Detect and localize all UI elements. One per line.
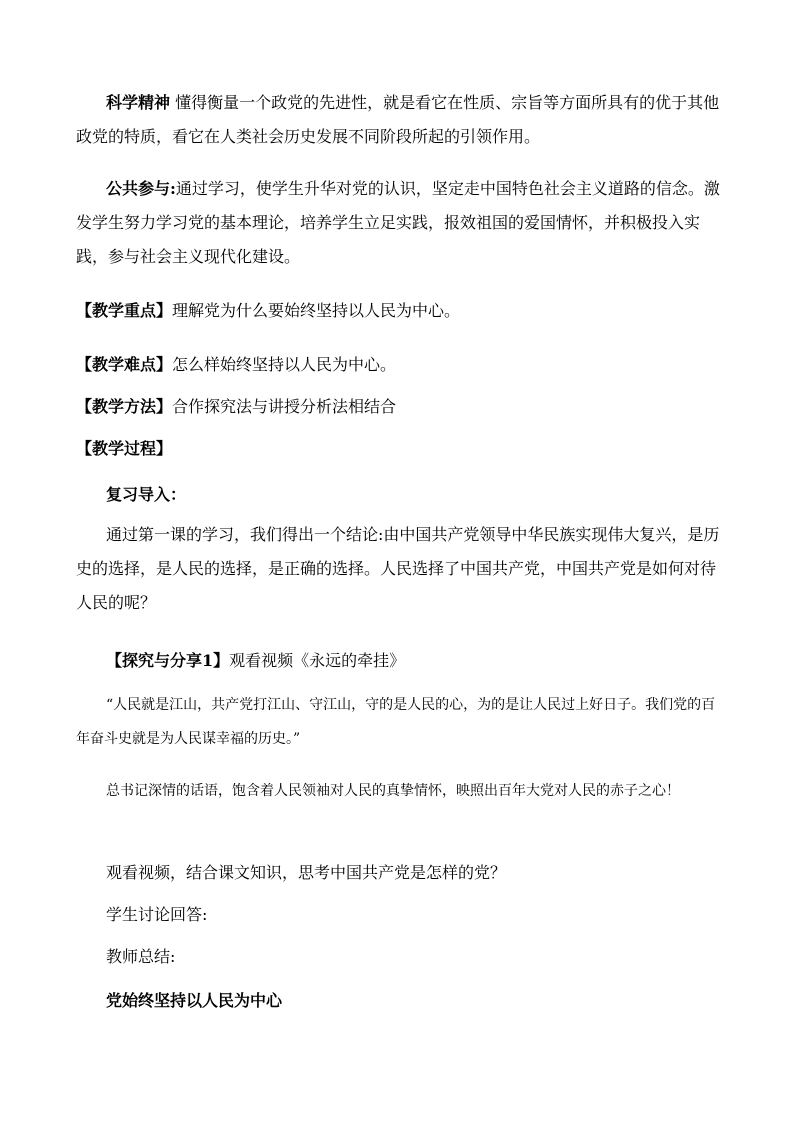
key-point-text: 理解党为什么要始终坚持以人民为中心。 (172, 301, 461, 320)
comment-paragraph: 总书记深情的话语，饱含着人民领袖对人民的真挚情怀，映照出百年大党对人民的赤子之心！ (106, 783, 680, 799)
quote-paragraph: “人民就是江山，共产党打江山、守江山，守的是人民的心，为的是让人民过上好日子。我们党的百年奋斗史就是为人民谋幸福的历史。” (76, 697, 716, 747)
science-spirit-text: 懂得衡量一个政党的先进性，就是看它在性质、宗旨等方面所具有的优于其他政党的特质，看它在人类社会历史发展不同阶段所起的引领作用。 (76, 93, 720, 146)
question-paragraph: 观看视频，结合课文知识，思考中国共产党是怎样的党？ (106, 863, 507, 882)
difficulty-text: 怎么样始终坚持以人民为中心。 (172, 355, 397, 374)
method-label: 【教学方法】 (76, 397, 173, 416)
key-point-label: 【教学重点】 (76, 301, 173, 320)
review-paragraph: 通过第一课的学习，我们得出一个结论:由中国共产党领导中华民族实现伟大复兴，是历史的选择，是人民的选择，是正确的选择。人民选择了中国共产党，中国共产党是如何对待人民的呢？ (76, 525, 720, 612)
method-text: 合作探究法与讲授分析法相结合 (172, 397, 397, 416)
science-spirit-paragraph (76, 86, 726, 154)
method-paragraph (76, 390, 726, 424)
explore-paragraph (76, 644, 726, 678)
public-participation-text: 通过学习，使学生升华对党的认识，坚定走中国特色社会主义道路的信念。激发学生努力学习党的基本理论，培养学生立足实践，报效祖国的爱国情怀，并积极投入实践，参与社会主义现代化建设。 (76, 179, 720, 266)
discussion-paragraph: 学生讨论回答: (106, 905, 208, 924)
teaching-process-heading: 【教学过程】 (76, 439, 173, 458)
explore-text: 观看视频《永远的牵挂》 (229, 651, 406, 670)
public-participation-label: 公共参与: (106, 179, 176, 198)
key-point-paragraph (76, 294, 726, 328)
science-spirit-label: 科学精神 (106, 93, 171, 112)
difficulty-paragraph (76, 348, 726, 382)
summary-paragraph: 教师总结: (106, 947, 176, 966)
difficulty-label: 【教学难点】 (76, 355, 173, 374)
review-intro-heading: 复习导入： (106, 485, 187, 504)
public-participation-paragraph (76, 172, 726, 274)
explore-label: 【探究与分享1】 (106, 651, 230, 670)
conclusion-heading: 党始终坚持以人民为中心 (106, 991, 283, 1010)
